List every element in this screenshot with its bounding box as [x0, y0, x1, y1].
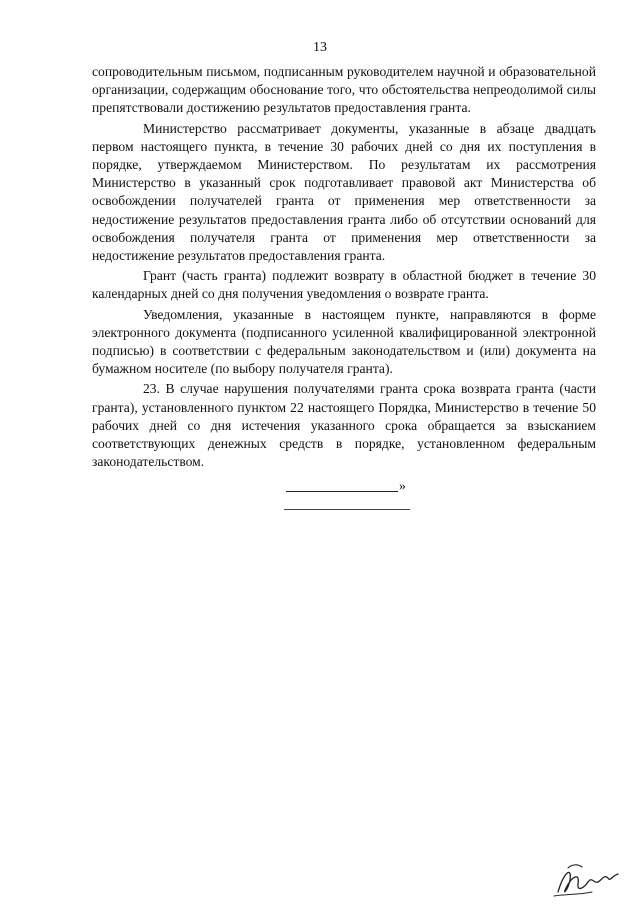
- signature-icon: [548, 858, 628, 900]
- closing-underline: [284, 509, 410, 510]
- page-number: 13: [313, 40, 327, 55]
- closing-line: [286, 478, 416, 518]
- paragraph: сопроводительным письмом, подписанным руководителем научной и образовательной организации, содержащим обоснование того, что обстоятельства непреодолимой силы препятствовали достижению результатов предоставления гранта.: [92, 64, 596, 116]
- closing-quote: »: [399, 478, 406, 493]
- paragraph: Грант (часть гранта) подлежит возврату в областной бюджет в течение 30 календарных дней со дня получения уведомления о возврате гранта.: [92, 268, 596, 302]
- body-text: [92, 63, 596, 471]
- closing-rule: [286, 491, 398, 492]
- paragraph: Министерство рассматривает документы, указанные в абзаце двадцать первом настоящего пункта, в течение 30 рабочих дней со дня их поступления в порядке, утверждаемом Министерством. По результатам их рассмотрения Министерство в указанный срок подготавливает правовой акт Министерства об освобождении получателей гранта от применения мер ответственности за недостижение результатов предоставления гранта либо об отсутствии оснований для освобождения получателя гранта от применения мер ответственности за недостижение результатов предоставления гранта.: [92, 120, 596, 264]
- paragraph: 23. В случае нарушения получателями гранта срока возврата гранта (части гранта), установленного пунктом 22 настоящего Порядка, Министерство в течение 50 рабочих дней со дня истечения указанного срока обращается за взысканием соответствующих денежных средств в порядке, установленном федеральным законодательством.: [92, 381, 596, 470]
- paragraph: Уведомления, указанные в настоящем пункте, направляются в форме электронного документа (подписанного усиленной квалифицированной электронной подписью) в соответствии с федеральным законодательством и (или) документа на бумажном носителе (по выбору получателя гранта).: [92, 306, 596, 377]
